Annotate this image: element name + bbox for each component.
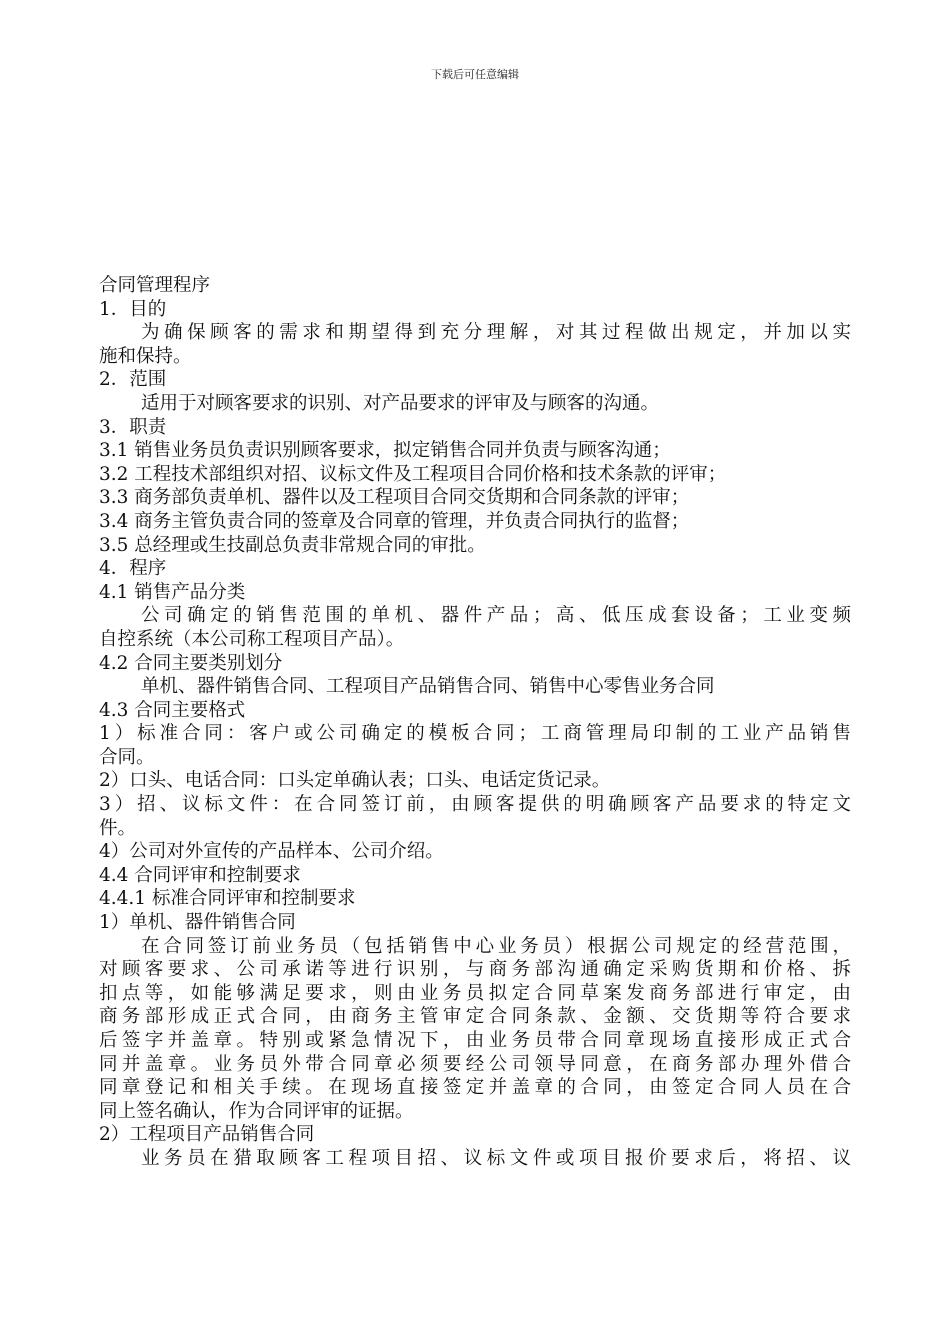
paragraph-line: 单机、器件销售合同、工程项目产品销售合同、销售中心零售业务合同 bbox=[141, 676, 715, 698]
paragraph-line: 1）标准合同：客户或公司确定的模板合同；工商管理局印制的工业产品销售 bbox=[99, 723, 851, 745]
paragraph-line: 3.1 销售业务员负责识别顾客要求，拟定销售合同并负责与顾客沟通； bbox=[99, 440, 671, 462]
document-body bbox=[99, 274, 851, 1171]
paragraph-line: 4.1 销售产品分类 bbox=[99, 581, 246, 603]
document-title: 合同管理程序 bbox=[99, 275, 211, 296]
paragraph-line: 4）公司对外宣传的产品样本、公司介绍。 bbox=[99, 841, 444, 863]
paragraph-line: 2．范围 bbox=[99, 369, 167, 391]
paragraph-line: 扣点等，如能够满足要求，则由业务员拟定合同草案发商务部进行审定，由 bbox=[99, 982, 851, 1004]
paragraph-line: 4．程序 bbox=[99, 558, 167, 580]
paragraph-line: 合同。 bbox=[99, 746, 155, 768]
paragraph-line: 为确保顾客的需求和期望得到充分理解，对其过程做出规定，并加以实 bbox=[141, 322, 851, 344]
paragraph-line: 同上签名确认，作为合同评审的证据。 bbox=[99, 1100, 414, 1122]
paragraph-line: 3.3 商务部负责单机、器件以及工程项目合同交货期和合同条款的评审； bbox=[99, 487, 690, 509]
paragraph-line: 公司确定的销售范围的单机、器件产品；高、低压成套设备；工业变频 bbox=[141, 605, 851, 627]
paragraph-line: 4.3 合同主要格式 bbox=[99, 699, 246, 721]
paragraph-line: 同章登记和相关手续。在现场直接签定并盖章的合同，由签定合同人员在合 bbox=[99, 1077, 851, 1099]
page-header-note: 下载后可任意编辑 bbox=[431, 68, 519, 81]
paragraph-line: 件。 bbox=[99, 817, 137, 839]
paragraph-line: 2）口头、电话合同：口头定单确认表；口头、电话定货记录。 bbox=[99, 770, 611, 792]
paragraph-line: 在合同签订前业务员（包括销售中心业务员）根据公司规定的经营范围， bbox=[141, 935, 851, 957]
paragraph-line: 3.4 商务主管负责合同的签章及合同章的管理，并负责合同执行的监督； bbox=[99, 510, 690, 532]
paragraph-line: 后签字并盖章。特别或紧急情况下，由业务员带合同章现场直接形成正式合 bbox=[99, 1030, 851, 1051]
paragraph-line: 施和保持。 bbox=[99, 345, 192, 367]
paragraph-line: 同并盖章。业务员外带合同章必须要经公司领导同意，在商务部办理外借合 bbox=[99, 1053, 851, 1075]
paragraph-line: 3）招、议标文件：在合同签订前，由顾客提供的明确顾客产品要求的特定文 bbox=[99, 794, 851, 816]
paragraph-line: 3.2 工程技术部组织对招、议标文件及工程项目合同价格和技术条款的评审； bbox=[99, 463, 727, 485]
paragraph-line: 1．目的 bbox=[99, 298, 167, 320]
paragraph-line: 2）工程项目产品销售合同 bbox=[99, 1124, 315, 1146]
paragraph-line: 对顾客要求、公司承诺等进行识别，与商务部沟通确定采购货期和价格、拆 bbox=[99, 959, 851, 981]
paragraph-line: 业务员在猎取顾客工程项目招、议标文件或项目报价要求后，将招、议 bbox=[141, 1147, 851, 1169]
paragraph-line: 商务部形成正式合同，由商务主管审定合同条款、金额、交货期等符合要求 bbox=[99, 1006, 851, 1028]
paragraph-line: 适用于对顾客要求的识别、对产品要求的评审及与顾客的沟通。 bbox=[141, 392, 660, 414]
paragraph-line: 4.4.1 标准合同评审和控制要求 bbox=[99, 888, 356, 910]
paragraph-line: 3．职责 bbox=[99, 416, 167, 438]
paragraph-line: 1）单机、器件销售合同 bbox=[99, 912, 296, 934]
paragraph-line: 4.4 合同评审和控制要求 bbox=[99, 864, 301, 886]
paragraph-line: 4.2 合同主要类别划分 bbox=[99, 652, 283, 674]
paragraph-line: 3.5 总经理或生技副总负责非常规合同的审批。 bbox=[99, 534, 486, 556]
paragraph-line: 自控系统（本公司称工程项目产品）。 bbox=[99, 628, 405, 650]
